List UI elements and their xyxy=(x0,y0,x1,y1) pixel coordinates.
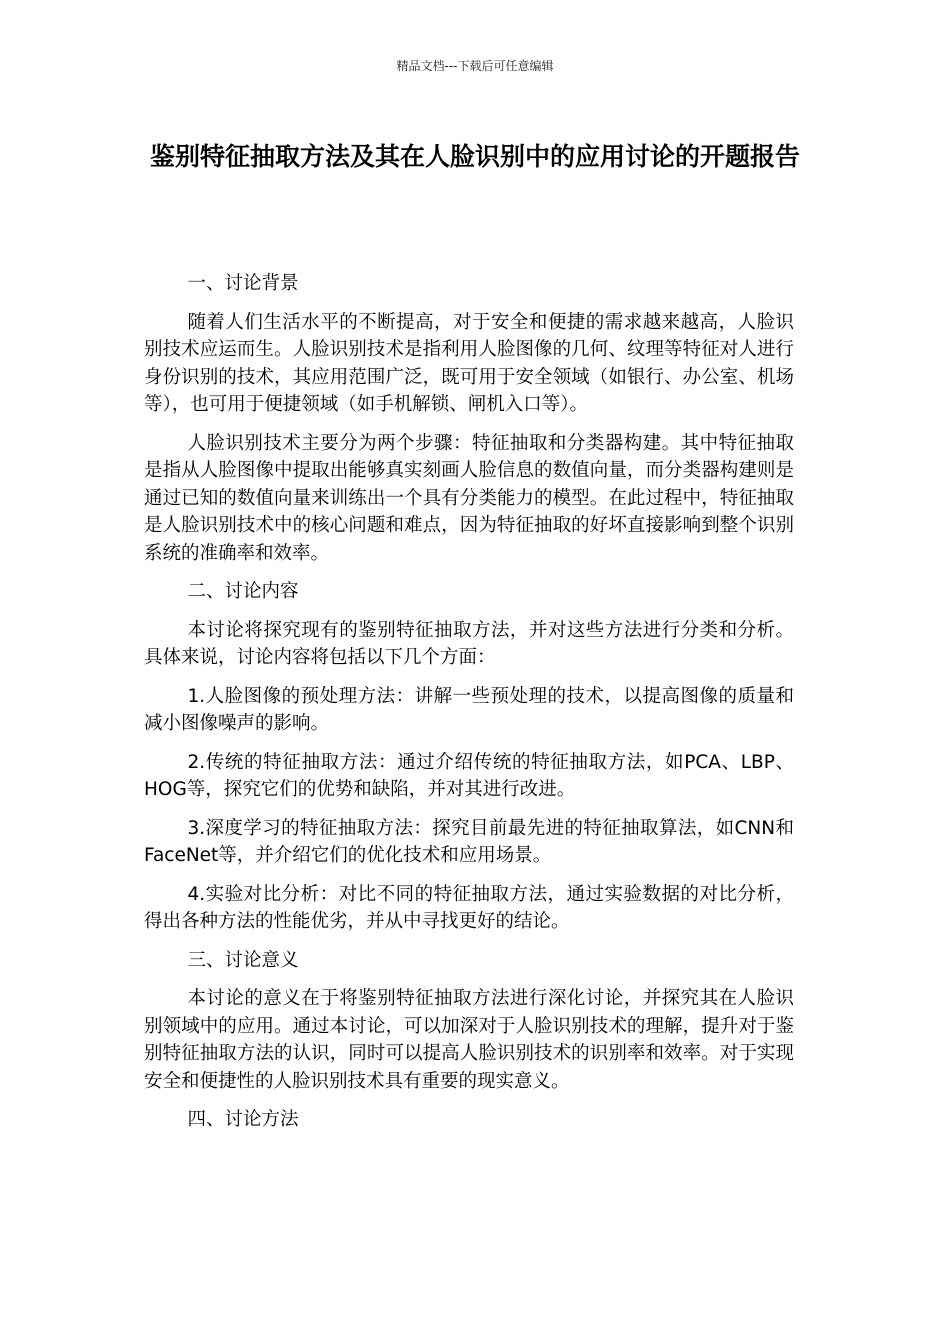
list-item: 4.实验对比分析：对比不同的特征抽取方法，通过实验数据的对比分析，得出各种方法的性能优劣，并从中寻找更好的结论。 xyxy=(144,883,794,932)
section-heading-method: 四、讨论方法 xyxy=(187,1109,299,1130)
document-title: 鉴别特征抽取方法及其在人脸识别中的应用讨论的开题报告 xyxy=(149,142,800,171)
paragraph: 人脸识别技术主要分为两个步骤：特征抽取和分类器构建。其中特征抽取是指从人脸图像中提取出能够真实刻画人脸信息的数值向量，而分类器构建则是通过已知的数值向量来训练出一个具有分类能力的模型。在此过程中，特征抽取是人脸识别技术中的核心问题和难点，因为特征抽取的好坏直接影响到整个识别系统的准确率和效率。 xyxy=(144,432,794,564)
paragraph: 本讨论的意义在于将鉴别特征抽取方法进行深化讨论，并探究其在人脸识别领域中的应用。通过本讨论，可以加深对于人脸识别技术的理解，提升对于鉴别特征抽取方法的认识，同时可以提高人脸识别技术的识别率和效率。对于实现安全和便捷性的人脸识别技术具有重要的现实意义。 xyxy=(144,988,794,1092)
paragraph: 随着人们生活水平的不断提高，对于安全和便捷的需求越来越高，人脸识别技术应运而生。人脸识别技术是指利用人脸图像的几何、纹理等特征对人进行身份识别的技术，其应用范围广泛，既可用于安全领域（如银行、办公室、机场等），也可用于便捷领域（如手机解锁、闸机入口等）。 xyxy=(144,311,794,415)
section-heading-content: 二、讨论内容 xyxy=(187,581,299,602)
list-item: 2.传统的特征抽取方法：通过介绍传统的特征抽取方法，如PCA、LBP、HOG等，探究它们的优势和缺陷，并对其进行改进。 xyxy=(144,751,794,800)
list-item: 3.深度学习的特征抽取方法：探究目前最先进的特征抽取算法，如CNN和FaceNet等，并介绍它们的优化技术和应用场景。 xyxy=(144,817,794,866)
document-body xyxy=(144,270,794,1145)
list-item: 1.人脸图像的预处理方法：讲解一些预处理的技术，以提高图像的质量和减小图像噪声的影响。 xyxy=(144,685,794,734)
section-heading-background: 一、讨论背景 xyxy=(187,273,299,294)
paragraph: 本讨论将探究现有的鉴别特征抽取方法，并对这些方法进行分类和分析。具体来说，讨论内容将包括以下几个方面： xyxy=(144,619,794,668)
page-header-note: 精品文档---下载后可任意编辑 xyxy=(396,59,554,73)
section-heading-significance: 三、讨论意义 xyxy=(187,949,299,971)
